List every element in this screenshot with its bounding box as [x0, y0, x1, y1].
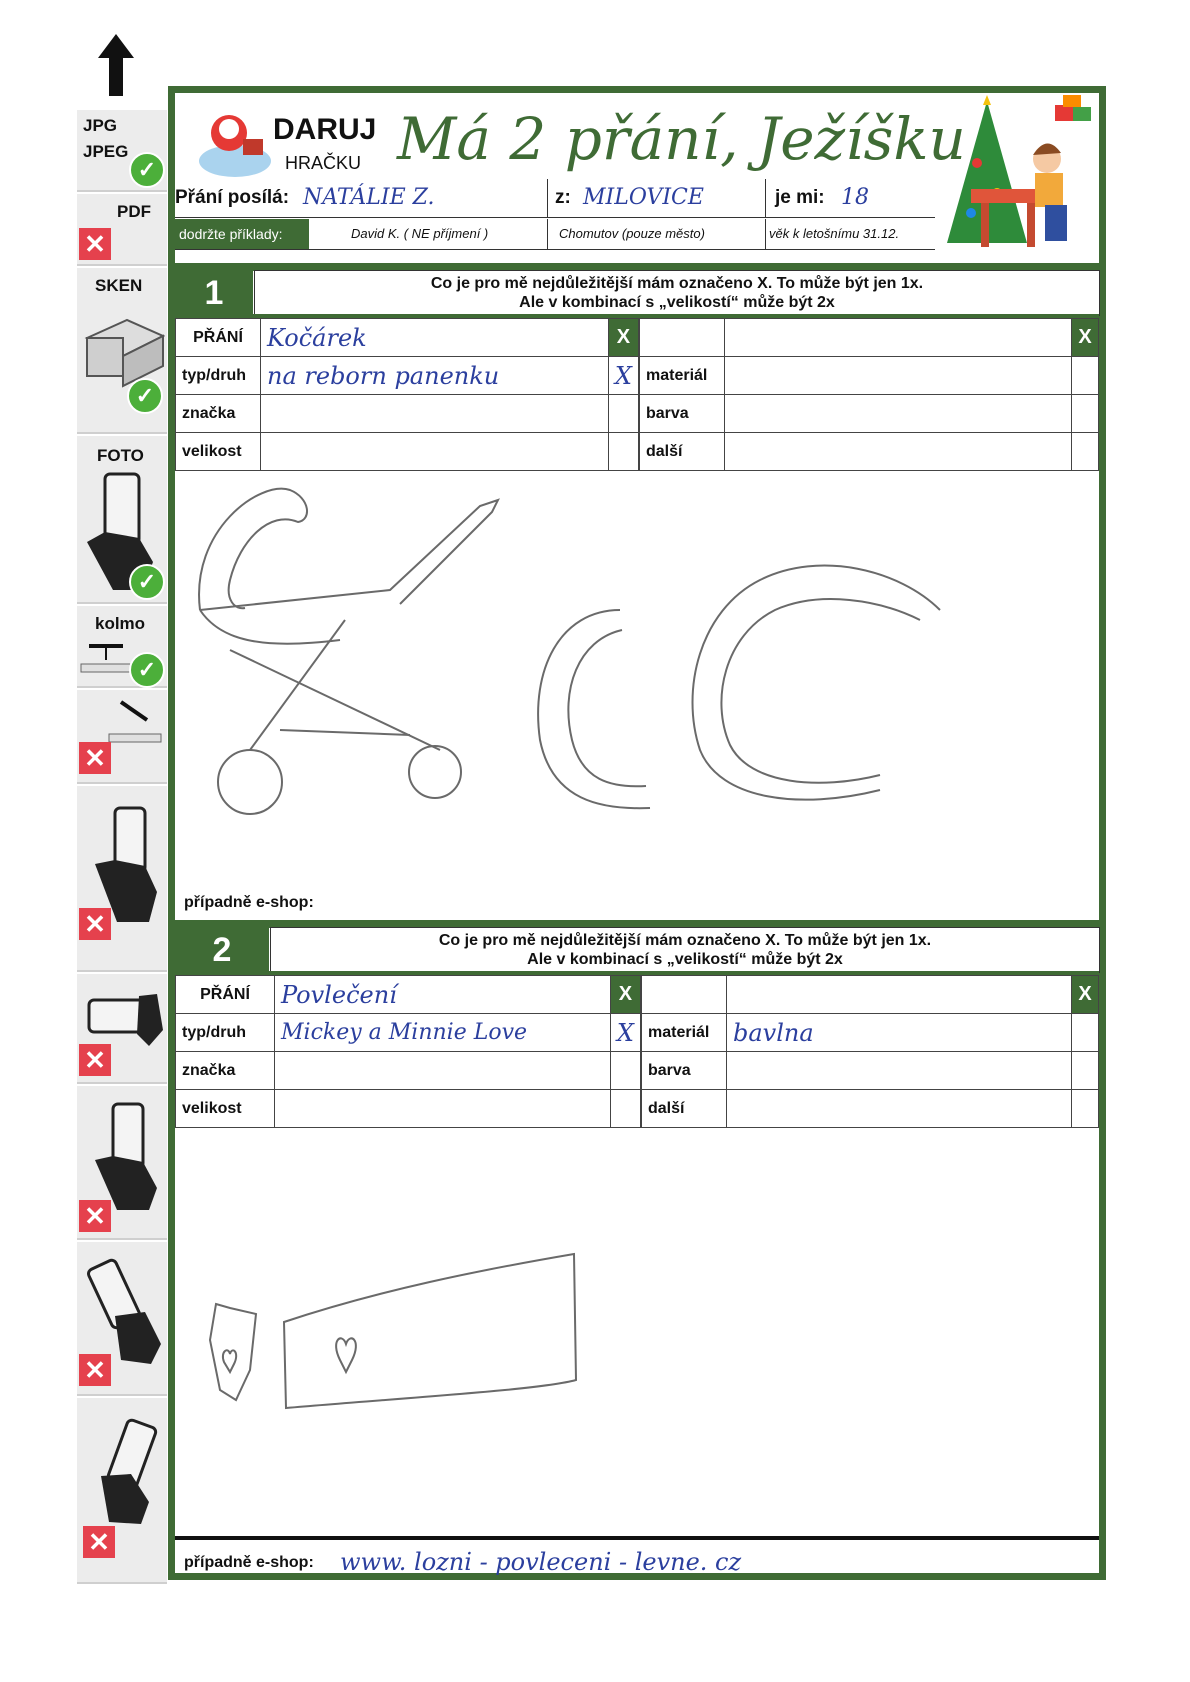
- bad-photo-panel-3: [77, 1086, 167, 1240]
- priority-x-header: X: [608, 319, 638, 357]
- phone-hand-icon: [91, 804, 161, 924]
- field-label: [640, 319, 725, 357]
- field-value[interactable]: Mickey a Minnie Love: [275, 1014, 611, 1052]
- field-value[interactable]: na reborn panenku: [261, 357, 609, 395]
- field-label: barva: [640, 395, 725, 433]
- table-row: [640, 357, 1099, 395]
- phone-hand-icon: [91, 1102, 161, 1212]
- example-age: věk k letošnímu 31.12.: [769, 226, 900, 241]
- wish-2-table-right: [641, 975, 1099, 1128]
- field-label: PŘÁNÍ: [176, 976, 275, 1014]
- table-row: [176, 1014, 641, 1052]
- table-row: [640, 433, 1099, 471]
- field-label: barva: [642, 1052, 727, 1090]
- priority-mark[interactable]: [608, 433, 638, 471]
- wish-1-instructions: [254, 270, 1100, 316]
- priority-mark[interactable]: [610, 1090, 640, 1128]
- from-value[interactable]: MILOVICE: [583, 185, 704, 210]
- priority-mark[interactable]: [1072, 433, 1099, 471]
- bad-photo-panel-1: [77, 786, 167, 972]
- field-label: PŘÁNÍ: [176, 319, 261, 357]
- cross-icon: ✕: [83, 1526, 115, 1558]
- age-value[interactable]: 18: [841, 185, 869, 210]
- instruction-line-1: Co je pro mě nejdůležitější mám označeno X. To může být jen 1x.: [430, 275, 924, 292]
- field-value[interactable]: [261, 433, 609, 471]
- instruction-line-1: Co je pro mě nejdůležitější mám označeno X. To může být jen 1x.: [438, 932, 932, 949]
- format-pdf-panel: [77, 194, 167, 266]
- table-row: [642, 1014, 1099, 1052]
- wish-1-table-right: [639, 318, 1099, 471]
- field-value[interactable]: [275, 1052, 611, 1090]
- wish-1-number: 1: [175, 271, 253, 315]
- check-icon: ✓: [129, 564, 165, 600]
- table-row: [176, 395, 639, 433]
- priority-x-header: X: [1072, 319, 1099, 357]
- field-label: [642, 976, 727, 1014]
- logo-text-hracku: HRAČKU: [285, 153, 362, 173]
- format-label-scan: SKEN: [95, 276, 143, 295]
- format-scan-panel: [77, 268, 167, 434]
- table-row: [642, 1052, 1099, 1090]
- stroller-drawing: [180, 470, 1010, 870]
- wish-2-instructions: [270, 927, 1100, 973]
- field-label: další: [642, 1090, 727, 1128]
- format-perpendicular-panel: [77, 606, 167, 688]
- tilted-phone-icon: [85, 1256, 165, 1366]
- table-row: [176, 976, 641, 1014]
- logo-text-daruj: DARUJ: [273, 113, 377, 146]
- field-value[interactable]: [725, 319, 1072, 357]
- page-title: Má 2 přání, Ježíšku: [397, 105, 966, 173]
- table-row: [640, 395, 1099, 433]
- field-value[interactable]: Povlečení: [275, 976, 611, 1014]
- field-label: materiál: [642, 1014, 727, 1052]
- priority-mark[interactable]: X: [610, 1014, 640, 1052]
- table-row: [640, 319, 1099, 357]
- age-label: je mi:: [775, 187, 825, 208]
- header: [175, 93, 1099, 263]
- priority-mark[interactable]: [1072, 1052, 1099, 1090]
- table-row: [176, 319, 639, 357]
- wish-2-eshop-value[interactable]: www. lozni - povleceni - levne. cz: [340, 1548, 742, 1576]
- format-label-pdf: PDF: [117, 202, 151, 221]
- examples-row: [175, 219, 935, 250]
- check-icon: ✓: [127, 378, 163, 414]
- field-value[interactable]: [725, 433, 1072, 471]
- wish-2-eshop-label: případně e-shop:: [184, 1554, 314, 1571]
- table-row: [642, 976, 1099, 1014]
- examples-label: dodržte příklady:: [175, 219, 309, 249]
- bad-photo-panel-2: [77, 974, 167, 1084]
- bad-photo-panel-4: [77, 1242, 167, 1396]
- priority-x-header: X: [610, 976, 640, 1014]
- santa-logo-icon: [195, 103, 275, 181]
- priority-x-header: X: [1072, 976, 1099, 1014]
- instruction-line-2: Ale v kombinací s „velikostí“ může být 2x: [519, 294, 835, 311]
- up-arrow-icon: [96, 34, 136, 96]
- christmas-tree-child-icon: [927, 93, 1099, 261]
- priority-mark[interactable]: [1072, 395, 1099, 433]
- wish-1-eshop-label: případně e-shop:: [184, 894, 314, 911]
- wish-2-table-left: [175, 975, 641, 1128]
- field-value[interactable]: [725, 357, 1072, 395]
- table-row: [176, 1090, 641, 1128]
- wish-2-eshop-rule: [175, 1536, 1099, 1540]
- format-label-perpendicular: kolmo: [95, 614, 146, 633]
- field-label: velikost: [176, 1090, 275, 1128]
- instruction-line-2: Ale v kombinací s „velikostí“ může být 2x: [527, 951, 843, 968]
- tilted-phone-icon: [87, 1416, 167, 1526]
- sender-row: [175, 179, 935, 218]
- field-label: značka: [176, 1052, 275, 1090]
- format-label-photo: FOTO: [97, 446, 144, 465]
- field-value[interactable]: Kočárek: [261, 319, 609, 357]
- field-label: velikost: [176, 433, 261, 471]
- bedding-drawing: [200, 1240, 620, 1420]
- field-label: typ/druh: [176, 1014, 275, 1052]
- table-row: [642, 1090, 1099, 1128]
- bad-photo-panel-5: [77, 1398, 167, 1584]
- field-label: značka: [176, 395, 261, 433]
- field-label: další: [640, 433, 725, 471]
- wish-2-number: 2: [175, 928, 269, 972]
- format-jpg-panel: [77, 110, 167, 192]
- format-photo-panel: [77, 436, 167, 604]
- example-name: David K. ( NE příjmení ): [351, 226, 489, 241]
- field-value[interactable]: [725, 395, 1072, 433]
- scanner-icon: [81, 308, 165, 388]
- sender-value[interactable]: NATÁLIE Z.: [303, 185, 435, 210]
- table-row: [176, 433, 639, 471]
- divider: [547, 219, 548, 249]
- format-label-jpeg: JPEG: [83, 142, 129, 161]
- priority-mark[interactable]: [610, 1052, 640, 1090]
- bad-angle-panel: [77, 690, 167, 784]
- priority-mark[interactable]: X: [608, 357, 638, 395]
- priority-mark[interactable]: [1072, 1090, 1099, 1128]
- divider: [765, 219, 766, 249]
- check-icon: ✓: [129, 652, 165, 688]
- field-label: typ/druh: [176, 357, 261, 395]
- priority-mark[interactable]: [1072, 357, 1099, 395]
- from-label: z:: [555, 187, 571, 208]
- table-row: [176, 1052, 641, 1090]
- priority-mark[interactable]: [608, 395, 638, 433]
- wish-1-table-left: [175, 318, 639, 471]
- example-city: Chomutov (pouze město): [559, 226, 705, 241]
- tilted-camera-icon: [107, 698, 163, 748]
- cross-icon: ✕: [79, 1044, 111, 1076]
- cross-icon: ✕: [79, 228, 111, 260]
- field-value[interactable]: bavlna: [727, 1014, 1072, 1052]
- divider: [547, 179, 548, 217]
- table-row: [176, 357, 639, 395]
- field-label: materiál: [640, 357, 725, 395]
- field-value[interactable]: [727, 976, 1072, 1014]
- divider: [765, 179, 766, 217]
- cross-icon: ✕: [79, 1354, 111, 1386]
- field-value[interactable]: [275, 1090, 611, 1128]
- sender-label: Přání posílá:: [175, 187, 290, 208]
- phone-landscape-icon: [85, 990, 165, 1050]
- field-value[interactable]: [727, 1090, 1072, 1128]
- cross-icon: ✕: [79, 742, 111, 774]
- check-icon: ✓: [129, 152, 165, 188]
- format-label-jpg: JPG: [83, 116, 118, 135]
- field-value[interactable]: [261, 395, 609, 433]
- priority-mark[interactable]: [1072, 1014, 1099, 1052]
- cross-icon: ✕: [79, 908, 111, 940]
- cross-icon: ✕: [79, 1200, 111, 1232]
- field-value[interactable]: [727, 1052, 1072, 1090]
